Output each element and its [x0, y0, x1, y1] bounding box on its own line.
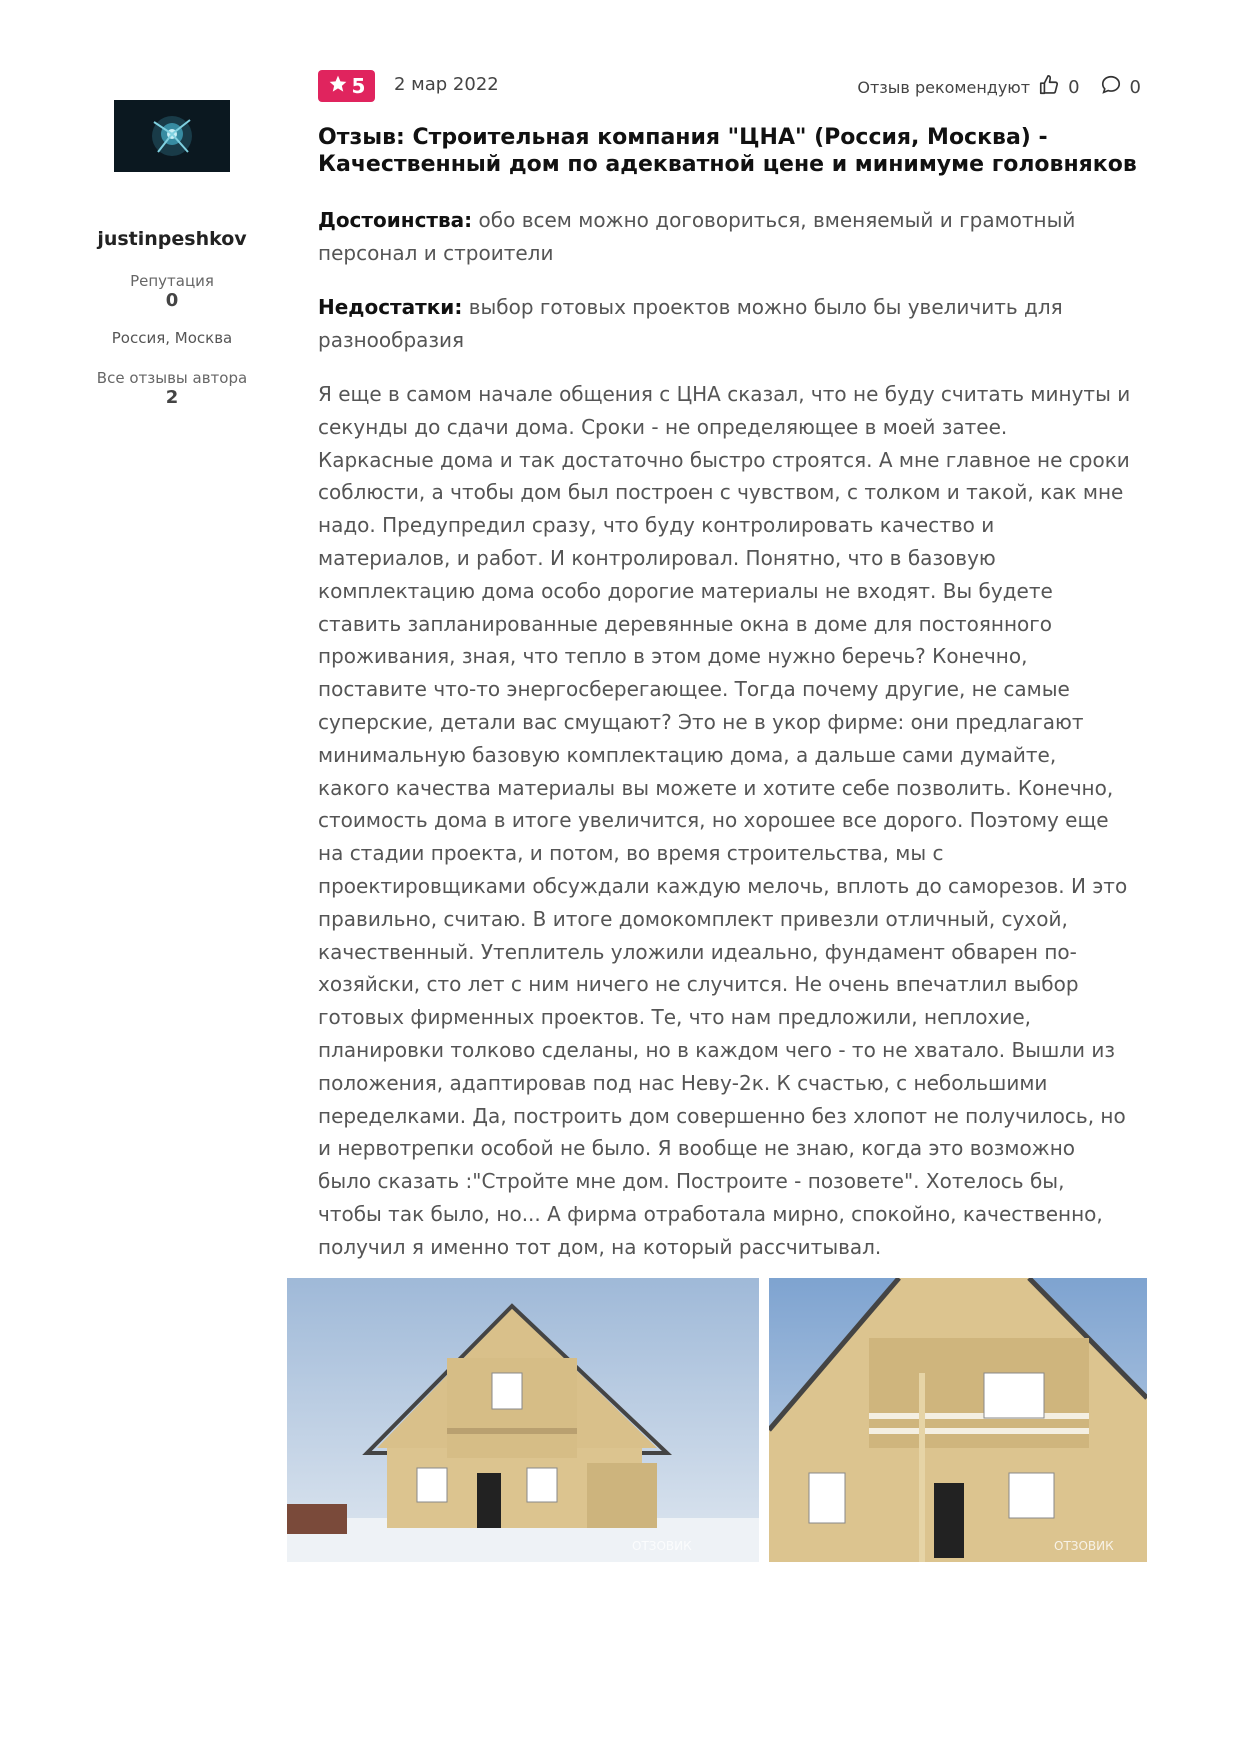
cons-label: Недостатки: — [318, 295, 463, 319]
review-body-line: переделками. Да, построить дом совершенно без хлопот не получилось, но — [318, 1103, 1126, 1128]
house-photo-2 — [769, 1278, 1147, 1562]
review-body-line: ставить запланированные деревянные окна в доме для постоянного — [318, 611, 1053, 636]
house-photo-1 — [287, 1278, 759, 1562]
author-username[interactable]: justinpeshkov — [97, 228, 247, 250]
review-body-line: комплектацию дома особо дорогие материалы не входят. Вы будете — [318, 578, 1053, 603]
photo-watermark: ОТЗОВИК — [632, 1539, 692, 1553]
review-body-line: надо. Предупредил сразу, что буду контролировать качество и — [318, 513, 995, 538]
review-body-line: получил я именно тот дом, на который рассчитывал. — [318, 1234, 882, 1259]
reputation-label: Репутация — [130, 272, 214, 290]
review-body-line: Каркасные дома и так достаточно быстро строятся. А мне главное не сроки — [318, 447, 1130, 472]
review-body-line: какого качества материалы вы можете и хотите себе позволить. Конечно, — [318, 775, 1114, 800]
all-reviews-count: 2 — [165, 387, 179, 408]
review-pros — [318, 204, 1158, 270]
star-icon — [328, 74, 348, 99]
review-body-line: проживания, зная, что тепло в этом доме нужно беречь? Конечно, — [318, 644, 1028, 669]
review-title-line: Отзыв: Строительная компания "ЦНА" (Россия, Москва) - — [318, 125, 1048, 150]
review-date: 2 мар 2022 — [394, 74, 499, 95]
review-body-line: поставите что-то энергосберегающее. Тогда почему другие, не самые — [318, 677, 1070, 702]
comments-count: 0 — [1129, 76, 1141, 98]
thumbs-up-icon[interactable] — [1038, 74, 1060, 100]
review-body-line: минимальную базовую комплектацию дома, а дальше сами думайте, — [318, 742, 1057, 767]
all-reviews-link[interactable]: Все отзывы автора — [96, 369, 248, 387]
all-reviews-block[interactable] — [92, 369, 252, 408]
review-photo[interactable] — [769, 1278, 1147, 1562]
review-body-line: материалов, и работ. И контролировал. Понятно, что в базовую — [318, 545, 996, 570]
review-body-line: планировки толково сделаны, но в каждом чего - то не хватало. Вышли из — [318, 1037, 1116, 1062]
rating-badge — [318, 70, 375, 102]
review-body-line: было сказать :"Стройте мне дом. Построите - позовете". Хотелось бы, — [318, 1169, 1065, 1194]
review-body-line: готовых фирменных проектов. Те, что нам предложили, неплохие, — [318, 1005, 1031, 1030]
review-body-line: и нервотрепки особой не было. Я вообще не знаю, когда это возможно — [318, 1136, 1076, 1161]
review-body-line: секунды до сдачи дома. Сроки - не определяющее в моей затее. — [318, 414, 1008, 439]
rating-value: 5 — [351, 74, 366, 98]
author-location: Россия, Москва — [111, 329, 233, 347]
review-body — [318, 378, 1148, 1264]
review-body-line: стоимость дома в итоге увеличится, но хорошее все дорого. Поэтому еще — [318, 808, 1109, 833]
review-body-line: правильно, считаю. В итоге домокомплект привезли отличный, сухой, — [318, 906, 1068, 931]
pros-label: Достоинства: — [318, 208, 473, 232]
review-body-line: качественный. Утеплитель уложили идеально, фундамент обварен по- — [318, 939, 1077, 964]
review-photo[interactable] — [287, 1278, 759, 1562]
recommend-label: Отзыв рекомендуют — [857, 77, 1031, 97]
cons-text: выбор готовых проектов можно было бы увеличить для разнообразия — [318, 295, 1063, 352]
review-body-line: чтобы так было, но... А фирма отработала мирно, спокойно, качественно, — [318, 1201, 1103, 1226]
comment-icon[interactable] — [1100, 74, 1122, 100]
author-panel — [92, 100, 252, 408]
review-body-line: на стадии проекта, и потом, во время строительства, мы с — [318, 841, 944, 866]
reputation-value: 0 — [165, 290, 179, 311]
avatar-image — [114, 100, 230, 172]
reputation-block — [92, 272, 252, 311]
avatar[interactable] — [114, 100, 230, 172]
photo-watermark: ОТЗОВИК — [1054, 1539, 1114, 1553]
review-body-line: соблюсти, а чтобы дом был построен с чувством, с толком и такой, как мне — [318, 480, 1124, 505]
review-title[interactable] — [318, 124, 1158, 178]
review-body-line: положения, адаптировав под нас Неву-2к. К счастью, с небольшими — [318, 1070, 1048, 1095]
review-body-line: Я еще в самом начале общения с ЦНА сказал, что не буду считать минуты и — [318, 382, 1131, 406]
review-title-line: Качественный дом по адекватной цене и минимуме головняков — [318, 152, 1137, 177]
review-body-line: суперские, детали вас смущают? Это не в укор фирме: они предлагают — [318, 709, 1084, 734]
review-body-line: хозяйски, сто лет с ним ничего не случится. Не очень впечатлил выбор — [318, 972, 1079, 997]
recommend-block — [857, 74, 1141, 100]
review-body-line: проектировщиками обсуждали каждую мелочь, вплоть до саморезов. И это — [318, 873, 1128, 898]
likes-count: 0 — [1068, 76, 1080, 98]
pros-text: обо всем можно договориться, вменяемый и грамотный персонал и строители — [318, 208, 1076, 265]
review-cons — [318, 291, 1158, 357]
